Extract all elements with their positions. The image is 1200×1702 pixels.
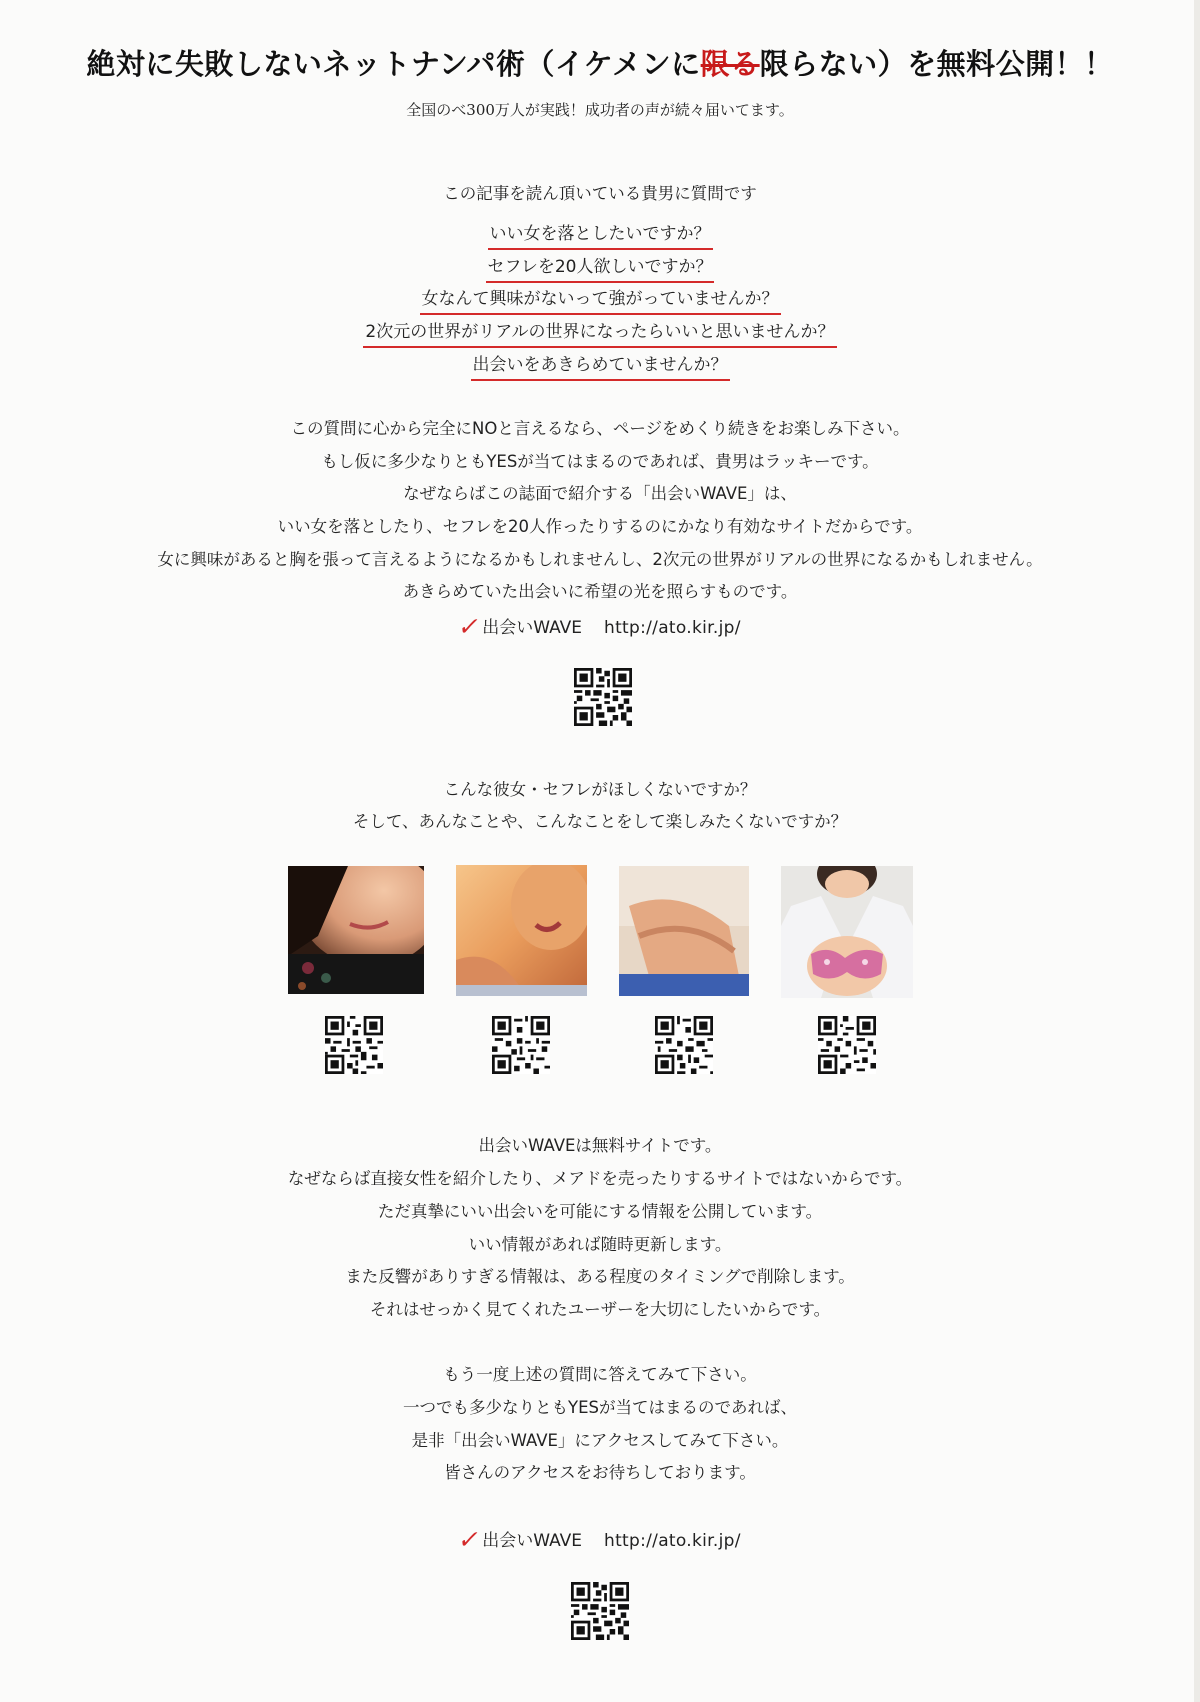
headline-struck-text: 限る	[700, 47, 760, 81]
site-name: 出会いWAVE	[482, 618, 583, 638]
body-line: なぜならば直接女性を紹介したり、メアドを売ったりするサイトではないからです。	[287, 1169, 913, 1188]
body-line: なぜならばこの誌面で紹介する「出会いWAVE」は、	[403, 484, 797, 503]
body-line: また反響がありすぎる情報は、ある程度のタイミングで削除します。	[345, 1267, 855, 1286]
qr-code-icon[interactable]	[325, 1016, 383, 1074]
body-line: もう一度上述の質問に答えてみて下さい。	[443, 1365, 757, 1384]
question-3: 女なんて興味がないって強がっていませんか？	[420, 288, 781, 315]
site-link-row-top	[0, 612, 1200, 641]
body-line: いい女を落としたり、セフレを20人作ったりするのにかなり有効なサイトだからです。	[277, 517, 923, 536]
question-4: 2次元の世界がリアルの世界になったらいいと思いませんか？	[363, 321, 836, 348]
body-line: いい情報があれば随時更新します。	[468, 1235, 732, 1254]
qr-code-icon[interactable]	[574, 668, 632, 726]
site-link-row-bottom	[0, 1525, 1200, 1554]
question-2: セフレを20人欲しいですか？	[486, 256, 715, 283]
site-name: 出会いWAVE	[482, 1531, 583, 1551]
site-url-link[interactable]: http://ato.kir.jp/	[604, 618, 741, 638]
body-line: そして、あんなことや、こんなことをして楽しみたくないですか？	[352, 812, 848, 831]
body-line: 一つでも多少なりともYESが当てはまるのであれば、	[403, 1398, 797, 1417]
body-line: こんな彼女・セフレがほしくないですか？	[443, 780, 757, 799]
body-line: 女に興味があると胸を張って言えるようになるかもしれませんし、2次元の世界がリアルの世界になるかもしれません。	[157, 550, 1043, 569]
body-line: この質問に心から完全にNOと言えるなら、ページをめくり続きをお楽しみ下さい。	[290, 419, 910, 438]
qr-code-icon[interactable]	[655, 1016, 713, 1074]
question-5: 出会いをあきらめていませんか？	[471, 354, 730, 381]
body-line: それはせっかく見てくれたユーザーを大切にしたいからです。	[369, 1300, 831, 1319]
photo-3[interactable]	[619, 866, 749, 996]
intro-line: この記事を読ん頂いている貴男に質問です	[443, 184, 757, 203]
qr-code-icon[interactable]	[818, 1016, 876, 1074]
headline-text-before: 絶対に失敗しないネットナンパ術（イケメンに	[86, 47, 701, 81]
qr-code-icon[interactable]	[492, 1016, 550, 1074]
headline-text-after: 限らない）を無料公開！！	[759, 47, 1114, 81]
body-line: ただ真摯にいい出会いを可能にする情報を公開しています。	[377, 1202, 823, 1221]
qr-code-icon[interactable]	[571, 1582, 629, 1640]
body-line: 是非「出会いWAVE」にアクセスしてみて下さい。	[411, 1431, 789, 1450]
photo-2[interactable]	[456, 865, 587, 996]
body-line: あきらめていた出会いに希望の光を照らすものです。	[402, 582, 798, 601]
body-line: 出会いWAVEは無料サイトです。	[478, 1136, 722, 1155]
body-line: もし仮に多少なりともYESが当てはまるのであれば、貴男はラッキーです。	[321, 452, 879, 471]
photo-1[interactable]	[288, 866, 424, 994]
red-check-mark-icon: ✓	[456, 612, 484, 641]
body-line: 皆さんのアクセスをお待ちしております。	[444, 1463, 756, 1482]
red-check-mark-icon: ✓	[456, 1525, 484, 1554]
photo-4[interactable]	[781, 866, 913, 998]
page-subheadline: 全国のべ300万人が実践！成功者の声が続々届いてます。	[406, 101, 794, 119]
question-1: いい女を落としたいですか？	[488, 223, 713, 250]
page-headline	[0, 42, 1200, 83]
site-url-link[interactable]: http://ato.kir.jp/	[604, 1531, 741, 1551]
